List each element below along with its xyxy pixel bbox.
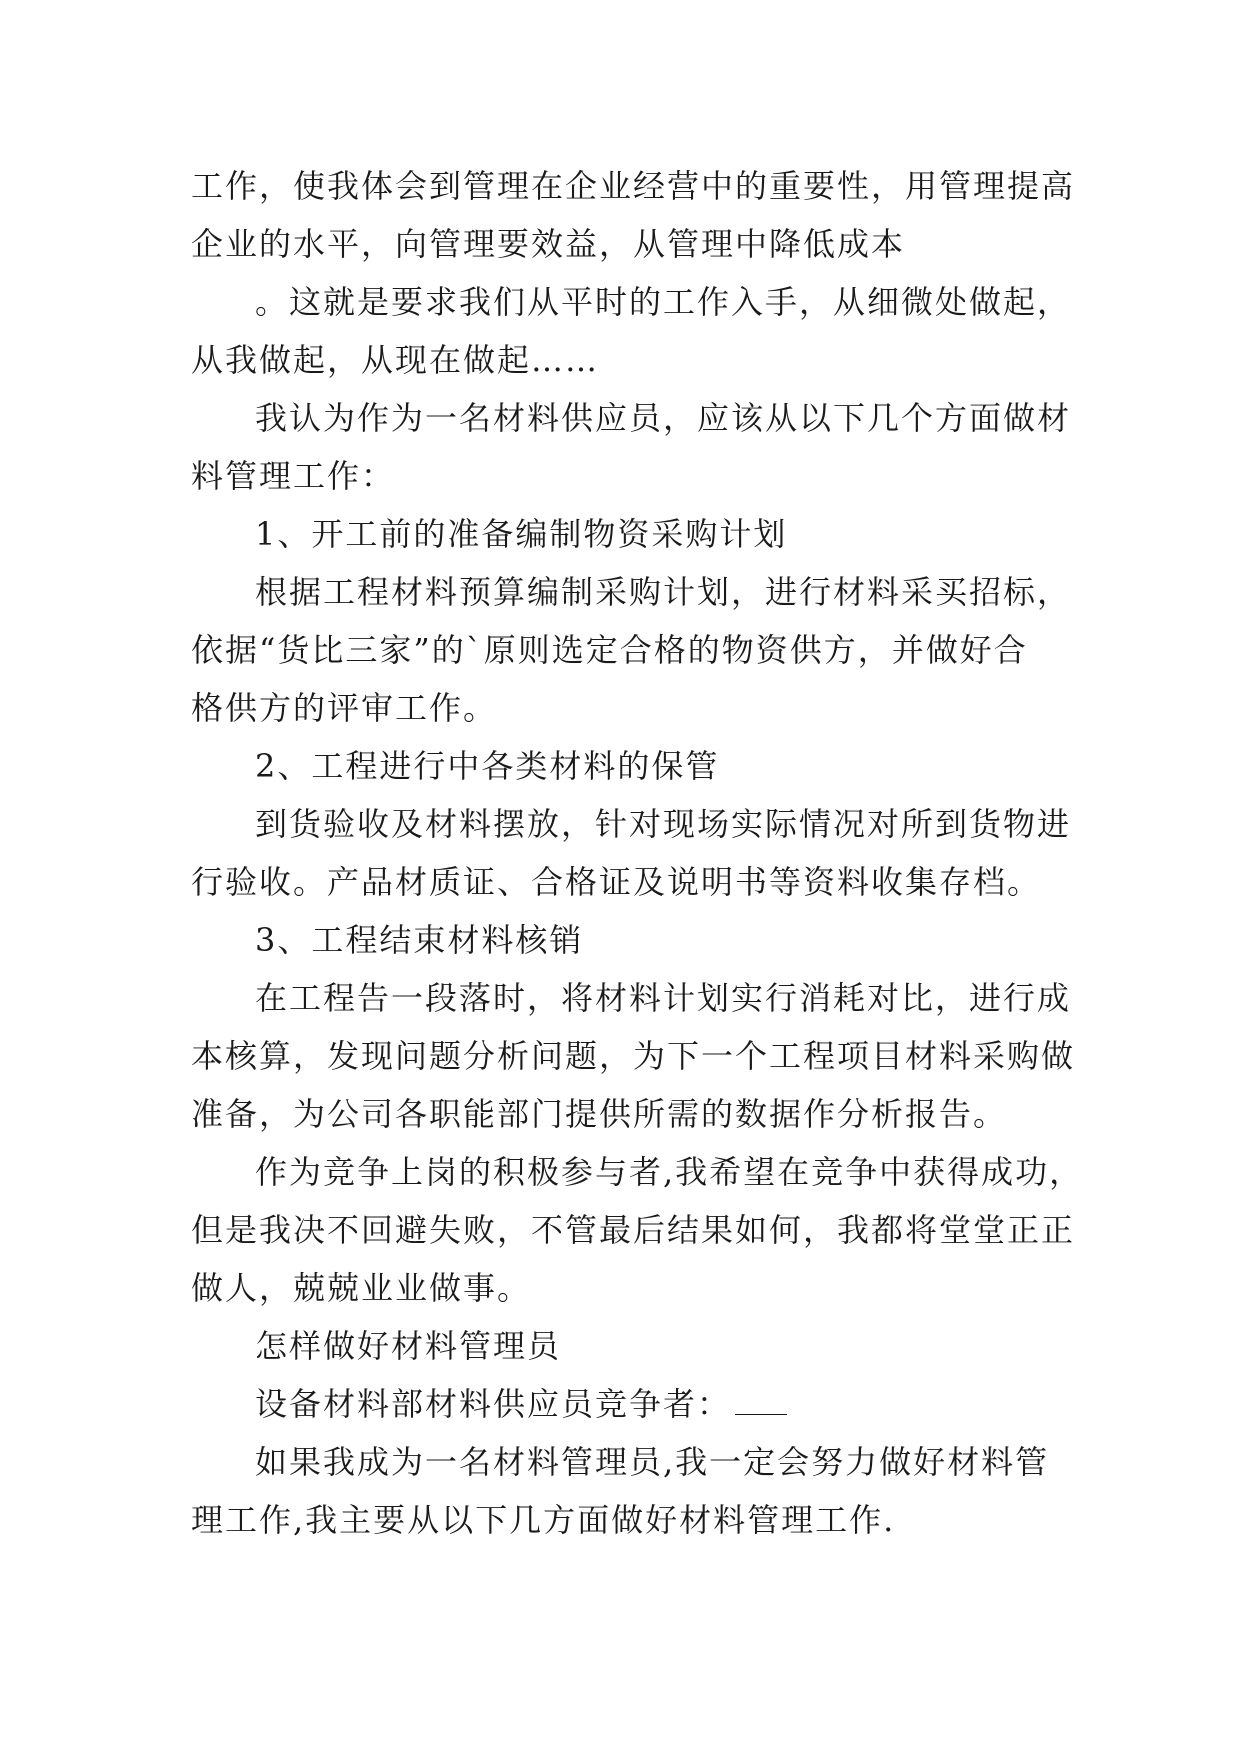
text-line: 本核算，发现问题分析问题，为下一个工程项目材料采购做 — [191, 1037, 1076, 1075]
text-line: 在工程告一段落时，将材料计划实行消耗对比，进行成 — [255, 979, 1072, 1017]
text-line: 做人，兢兢业业做事。 — [191, 1269, 532, 1307]
text-line: 从我做起，从现在做起…… — [191, 341, 600, 379]
text-line: 行验收。产品材质证、合格证及说明书等资料收集存档。 — [191, 863, 1042, 901]
section-heading: 1、开工前的准备编制物资采购计划 — [255, 515, 788, 553]
text-line: 如果我成为一名材料管理员,我一定会努力做好材料管 — [255, 1443, 1050, 1481]
text-line: 到货验收及材料摆放，针对现场实际情况对所到货物进 — [255, 805, 1072, 843]
text-line: 格供方的评审工作。 — [191, 689, 498, 727]
text-line: 。这就是要求我们从平时的工作入手，从细微处做起， — [255, 283, 1072, 321]
text-line: 根据工程材料预算编制采购计划，进行材料采买招标， — [255, 573, 1072, 611]
text-line: 作为竞争上岗的积极参与者,我希望在竞争中获得成功， — [255, 1153, 1084, 1191]
subtitle: 怎样做好材料管理员 — [255, 1327, 562, 1365]
text-line: 工作，使我体会到管理在企业经营中的重要性，用管理提高 — [191, 167, 1076, 205]
author-label: 设备材料部材料供应员竞争者： — [255, 1385, 732, 1423]
text-line: 料管理工作： — [191, 457, 396, 495]
author-line — [191, 1375, 1063, 1433]
text-line: 但是我决不回避失败，不管最后结果如何，我都将堂堂正正 — [191, 1211, 1076, 1249]
text-line: 准备，为公司各职能部门提供所需的数据作分析报告。 — [191, 1095, 1008, 1133]
section-heading: 2、工程进行中各类材料的保管 — [255, 747, 720, 785]
name-blank — [735, 1384, 787, 1415]
text-line: 依据“货比三家”的`原则选定合格的物资供方，并做好合 — [191, 631, 1028, 669]
section-heading: 3、工程结束材料核销 — [255, 921, 584, 959]
text-line: 我认为作为一名材料供应员，应该从以下几个方面做材 — [255, 399, 1072, 437]
text-line: 企业的水平，向管理要效益，从管理中降低成本 — [191, 225, 906, 263]
document-body — [191, 157, 1084, 1549]
text-line: 理工作,我主要从以下几方面做好材料管理工作. — [191, 1501, 896, 1539]
